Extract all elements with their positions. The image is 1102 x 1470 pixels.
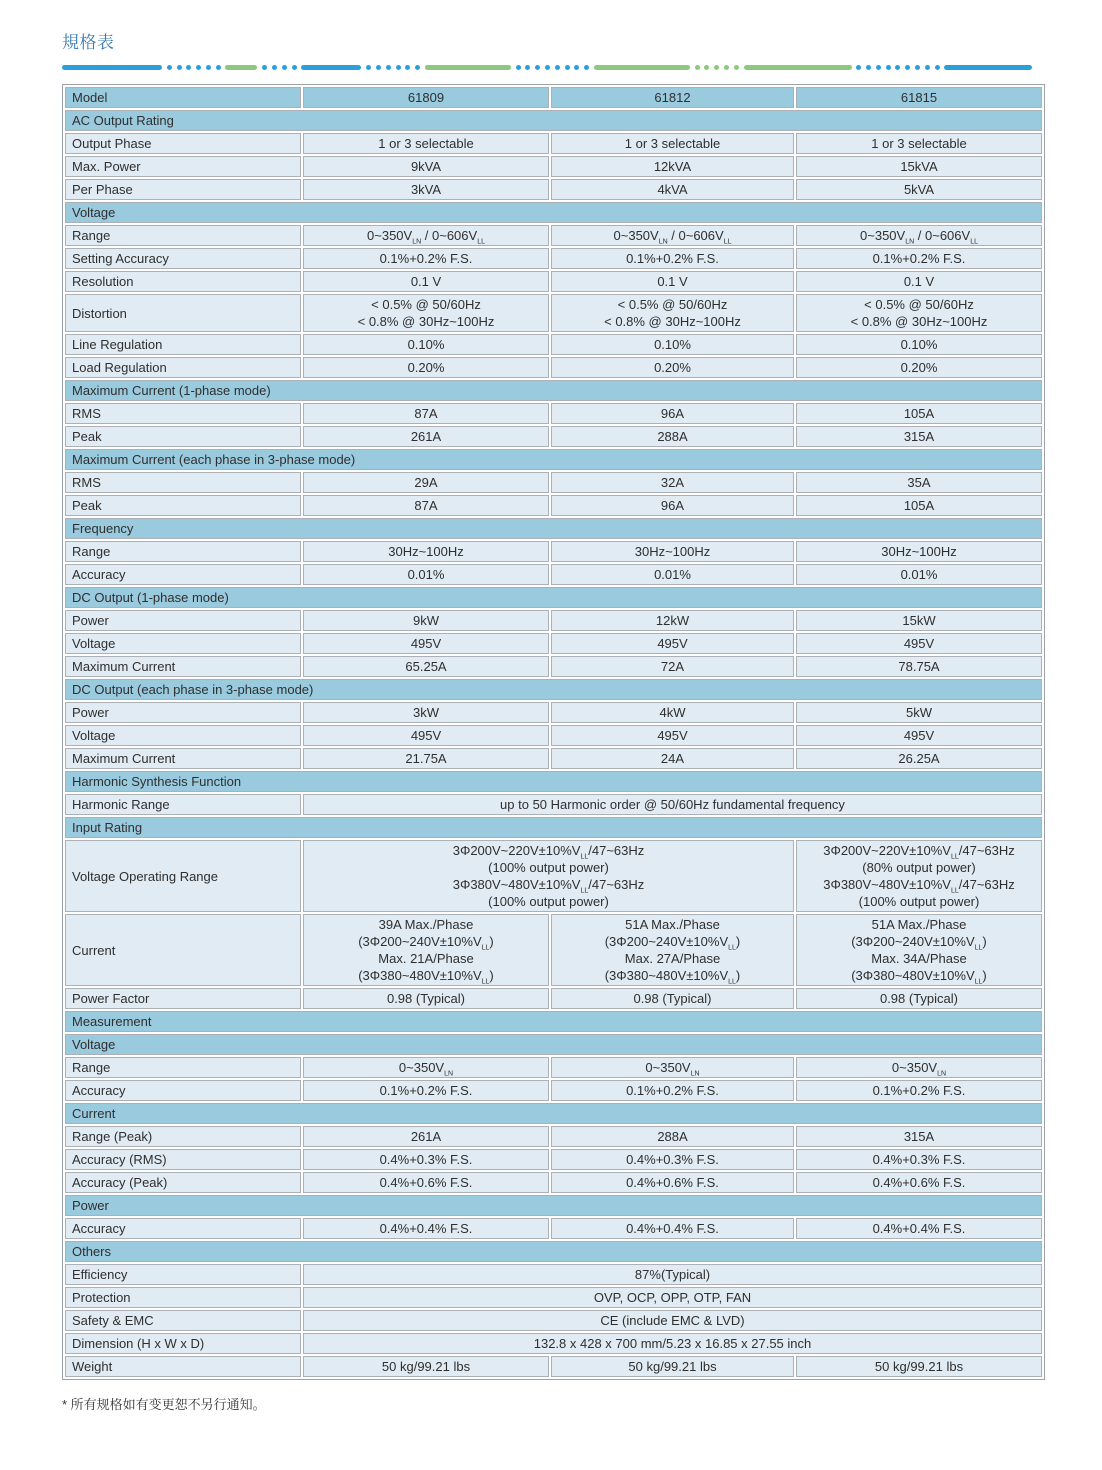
cell-value: 495V xyxy=(303,725,549,746)
section-header: Others xyxy=(65,1241,1042,1262)
model-number: 61815 xyxy=(796,87,1042,108)
row-label: Range xyxy=(65,541,301,562)
cell-value: 30Hz~100Hz xyxy=(796,541,1042,562)
divider-dot xyxy=(935,65,940,70)
divider-dot xyxy=(516,65,521,70)
cell-value: 261A xyxy=(303,1126,549,1147)
divider-dot xyxy=(206,65,211,70)
cell-value: 0.10% xyxy=(551,334,794,355)
table-row xyxy=(65,1057,1042,1078)
cell-value: 495V xyxy=(303,633,549,654)
cell-value: 0.01% xyxy=(303,564,549,585)
cell-value: $0\sim 350V_{LN}$ / $0\sim 606V_{LL}$ xyxy=(303,225,549,246)
section-header: DC Output (1-phase mode) xyxy=(65,587,1042,608)
table-row xyxy=(65,1333,1042,1354)
table-row xyxy=(65,426,1042,447)
row-label: Power Factor xyxy=(65,988,301,1009)
divider-dot xyxy=(545,65,550,70)
section-header: Voltage xyxy=(65,202,1042,223)
spec-table-body xyxy=(65,87,1042,1377)
cell-value: 51A Max./Phase $(3\Phi 200\sim 240V\pm 10\%V_{LL})$ Max. 27A/Phase $(3\Phi 380\sim 480V\pm 10\%V_{LL})$ xyxy=(551,914,794,986)
divider-dot xyxy=(167,65,172,70)
divider-dot xyxy=(386,65,391,70)
cell-value: 0.98 (Typical) xyxy=(796,988,1042,1009)
cell-value: 87A xyxy=(303,403,549,424)
cell-value: 1 or 3 selectable xyxy=(303,133,549,154)
divider-dot xyxy=(366,65,371,70)
table-row xyxy=(65,564,1042,585)
row-label: Peak xyxy=(65,495,301,516)
cell-value: 72A xyxy=(551,656,794,677)
table-row xyxy=(65,840,1042,912)
row-label: Dimension (H x W x D) xyxy=(65,1333,301,1354)
row-label: Max. Power xyxy=(65,156,301,177)
cell-value: 0.4%+0.3% F.S. xyxy=(551,1149,794,1170)
cell-value: 0.20% xyxy=(796,357,1042,378)
cell-value: 288A xyxy=(551,426,794,447)
divider-dot xyxy=(216,65,221,70)
cell-value: 315A xyxy=(796,1126,1042,1147)
divider-dot xyxy=(714,65,719,70)
cell-value: 495V xyxy=(796,633,1042,654)
section-row xyxy=(65,817,1042,838)
cell-value: 0.1%+0.2% F.S. xyxy=(303,248,549,269)
table-row xyxy=(65,725,1042,746)
row-label: Accuracy xyxy=(65,564,301,585)
divider-dot xyxy=(186,65,191,70)
cell-value: 51A Max./Phase $(3\Phi 200\sim 240V\pm 10\%V_{LL})$ Max. 34A/Phase $(3\Phi 380\sim 480V\pm 10\%V_{LL})$ xyxy=(796,914,1042,986)
table-row xyxy=(65,1149,1042,1170)
cell-value: 9kVA xyxy=(303,156,549,177)
divider-dot xyxy=(177,65,182,70)
spec-page xyxy=(62,28,1033,1413)
cell-value: 12kVA xyxy=(551,156,794,177)
divider-dot xyxy=(196,65,201,70)
cell-value: 50 kg/99.21 lbs xyxy=(796,1356,1042,1377)
cell-value: up to 50 Harmonic order @ 50/60Hz fundamental frequency xyxy=(303,794,1042,815)
row-label: Resolution xyxy=(65,271,301,292)
cell-value: 0.4%+0.3% F.S. xyxy=(303,1149,549,1170)
cell-value: 0.20% xyxy=(303,357,549,378)
cell-value: 4kVA xyxy=(551,179,794,200)
cell-value: 0.1%+0.2% F.S. xyxy=(303,1080,549,1101)
table-row xyxy=(65,179,1042,200)
cell-value: 35A xyxy=(796,472,1042,493)
model-number: 61809 xyxy=(303,87,549,108)
cell-value: 0.98 (Typical) xyxy=(551,988,794,1009)
cell-value: 3kW xyxy=(303,702,549,723)
table-row xyxy=(65,156,1042,177)
cell-value: 29A xyxy=(303,472,549,493)
cell-value: 315A xyxy=(796,426,1042,447)
section-header: Input Rating xyxy=(65,817,1042,838)
table-row xyxy=(65,1172,1042,1193)
row-label: Power xyxy=(65,702,301,723)
cell-value: 0.1%+0.2% F.S. xyxy=(796,248,1042,269)
divider-dot xyxy=(376,65,381,70)
divider-dash xyxy=(62,65,162,70)
table-row xyxy=(65,294,1042,332)
divider-dot xyxy=(895,65,900,70)
cell-value: 261A xyxy=(303,426,549,447)
divider-dot xyxy=(272,65,277,70)
row-label: Line Regulation xyxy=(65,334,301,355)
divider-dot xyxy=(584,65,589,70)
section-header: Harmonic Synthesis Function xyxy=(65,771,1042,792)
cell-value: $3\Phi 200V\sim 220V\pm 10\%V_{LL}/47\sim 63Hz$ (100% output power) $3\Phi 380V\sim 480V\pm 10\%V_{LL}/47\sim 63Hz$ (100% output power) xyxy=(303,840,794,912)
table-row xyxy=(65,334,1042,355)
divider-dot xyxy=(876,65,881,70)
row-label: Power xyxy=(65,610,301,631)
table-row xyxy=(65,1080,1042,1101)
divider-dot xyxy=(574,65,579,70)
cell-value: 4kW xyxy=(551,702,794,723)
cell-value: 0.4%+0.4% F.S. xyxy=(303,1218,549,1239)
cell-value: 495V xyxy=(796,725,1042,746)
row-label: Efficiency xyxy=(65,1264,301,1285)
table-row xyxy=(65,248,1042,269)
divider-dash xyxy=(594,65,690,70)
row-label: Range xyxy=(65,1057,301,1078)
cell-value: 5kVA xyxy=(796,179,1042,200)
section-row xyxy=(65,110,1042,131)
row-label: Accuracy xyxy=(65,1080,301,1101)
divider-dash xyxy=(944,65,1032,70)
section-header: DC Output (each phase in 3-phase mode) xyxy=(65,679,1042,700)
table-row xyxy=(65,1264,1042,1285)
table-row xyxy=(65,472,1042,493)
cell-value: 0.1%+0.2% F.S. xyxy=(551,1080,794,1101)
section-row xyxy=(65,380,1042,401)
cell-value: < 0.5% @ 50/60Hz < 0.8% @ 30Hz~100Hz xyxy=(796,294,1042,332)
cell-value: 0.4%+0.6% F.S. xyxy=(303,1172,549,1193)
table-row xyxy=(65,1310,1042,1331)
cell-value: 0.10% xyxy=(796,334,1042,355)
cell-value: < 0.5% @ 50/60Hz < 0.8% @ 30Hz~100Hz xyxy=(303,294,549,332)
cell-value: 0.4%+0.4% F.S. xyxy=(796,1218,1042,1239)
cell-value: 50 kg/99.21 lbs xyxy=(303,1356,549,1377)
divider-dash xyxy=(225,65,257,70)
table-row xyxy=(65,1356,1042,1377)
table-row xyxy=(65,794,1042,815)
row-label: Distortion xyxy=(65,294,301,332)
section-row xyxy=(65,1103,1042,1124)
cell-value: 0.1%+0.2% F.S. xyxy=(796,1080,1042,1101)
divider-dot xyxy=(734,65,739,70)
cell-value: 15kW xyxy=(796,610,1042,631)
cell-value: 65.25A xyxy=(303,656,549,677)
divider-dot xyxy=(565,65,570,70)
cell-value: $0\sim 350V_{LN}$ / $0\sim 606V_{LL}$ xyxy=(796,225,1042,246)
cell-value: 9kW xyxy=(303,610,549,631)
row-label: Setting Accuracy xyxy=(65,248,301,269)
divider-dot xyxy=(905,65,910,70)
table-row xyxy=(65,702,1042,723)
table-row xyxy=(65,914,1042,986)
spec-table xyxy=(62,84,1045,1380)
cell-value: 0.10% xyxy=(303,334,549,355)
section-row xyxy=(65,449,1042,470)
section-header: Power xyxy=(65,1195,1042,1216)
divider-dot xyxy=(525,65,530,70)
cell-value: 1 or 3 selectable xyxy=(551,133,794,154)
table-row xyxy=(65,1218,1042,1239)
divider-dot xyxy=(925,65,930,70)
cell-value: $0\sim 350V_{LN}$ / $0\sim 606V_{LL}$ xyxy=(551,225,794,246)
section-row xyxy=(65,679,1042,700)
divider-dot xyxy=(724,65,729,70)
divider-dot xyxy=(866,65,871,70)
cell-value: 0.4%+0.6% F.S. xyxy=(796,1172,1042,1193)
cell-value: 288A xyxy=(551,1126,794,1147)
cell-value: 87%(Typical) xyxy=(303,1264,1042,1285)
row-label: Safety & EMC xyxy=(65,1310,301,1331)
row-label: Harmonic Range xyxy=(65,794,301,815)
divider-dot xyxy=(886,65,891,70)
cell-value: 132.8 x 428 x 700 mm/5.23 x 16.85 x 27.55 inch xyxy=(303,1333,1042,1354)
section-row xyxy=(65,587,1042,608)
section-header: Frequency xyxy=(65,518,1042,539)
table-row xyxy=(65,1287,1042,1308)
cell-value: 0.1 V xyxy=(551,271,794,292)
row-label: RMS xyxy=(65,472,301,493)
table-row xyxy=(65,87,1042,108)
table-row xyxy=(65,656,1042,677)
cell-value: 0.01% xyxy=(796,564,1042,585)
section-header: Measurement xyxy=(65,1011,1042,1032)
divider-dot xyxy=(704,65,709,70)
divider-dot xyxy=(396,65,401,70)
row-label: Accuracy (RMS) xyxy=(65,1149,301,1170)
row-label: Weight xyxy=(65,1356,301,1377)
table-row xyxy=(65,610,1042,631)
cell-value: $0\sim 350V_{LN}$ xyxy=(551,1057,794,1078)
divider-dash xyxy=(744,65,852,70)
cell-value: 5kW xyxy=(796,702,1042,723)
row-label: Accuracy xyxy=(65,1218,301,1239)
divider-dot xyxy=(262,65,267,70)
row-label: Voltage Operating Range xyxy=(65,840,301,912)
table-row xyxy=(65,633,1042,654)
cell-value: 24A xyxy=(551,748,794,769)
cell-value: 15kVA xyxy=(796,156,1042,177)
cell-value: 12kW xyxy=(551,610,794,631)
model-number: 61812 xyxy=(551,87,794,108)
table-row xyxy=(65,1126,1042,1147)
cell-value: 30Hz~100Hz xyxy=(303,541,549,562)
cell-value: 30Hz~100Hz xyxy=(551,541,794,562)
cell-value: 1 or 3 selectable xyxy=(796,133,1042,154)
section-header: Maximum Current (each phase in 3-phase mode) xyxy=(65,449,1042,470)
table-row xyxy=(65,225,1042,246)
cell-value: CE (include EMC & LVD) xyxy=(303,1310,1042,1331)
page-title: 規格表 xyxy=(62,33,115,52)
row-label: Model xyxy=(65,87,301,108)
cell-value: 96A xyxy=(551,403,794,424)
cell-value: 0.98 (Typical) xyxy=(303,988,549,1009)
row-label: Protection xyxy=(65,1287,301,1308)
divider-dash xyxy=(425,65,511,70)
section-row xyxy=(65,1241,1042,1262)
divider-dot xyxy=(695,65,700,70)
cell-value: $0\sim 350V_{LN}$ xyxy=(303,1057,549,1078)
cell-value: 0.20% xyxy=(551,357,794,378)
row-label: Per Phase xyxy=(65,179,301,200)
footnote: * 所有规格如有变更恕不另行通知。 xyxy=(62,1397,266,1412)
cell-value: 0.1 V xyxy=(303,271,549,292)
row-label: Range xyxy=(65,225,301,246)
cell-value: 39A Max./Phase $(3\Phi 200\sim 240V\pm 10\%V_{LL})$ Max. 21A/Phase $(3\Phi 380\sim 480V\pm 10\%V_{LL})$ xyxy=(303,914,549,986)
cell-value: 21.75A xyxy=(303,748,549,769)
divider-dot xyxy=(856,65,861,70)
section-row xyxy=(65,202,1042,223)
divider-dot xyxy=(282,65,287,70)
row-label: Voltage xyxy=(65,633,301,654)
cell-value: 32A xyxy=(551,472,794,493)
row-label: Peak xyxy=(65,426,301,447)
cell-value: 0.4%+0.3% F.S. xyxy=(796,1149,1042,1170)
row-label: Load Regulation xyxy=(65,357,301,378)
cell-value: 26.25A xyxy=(796,748,1042,769)
cell-value: 0.1%+0.2% F.S. xyxy=(551,248,794,269)
cell-value: 105A xyxy=(796,495,1042,516)
row-label: Maximum Current xyxy=(65,656,301,677)
table-row xyxy=(65,403,1042,424)
cell-value: 495V xyxy=(551,725,794,746)
cell-value: OVP, OCP, OPP, OTP, FAN xyxy=(303,1287,1042,1308)
row-label: Current xyxy=(65,914,301,986)
table-row xyxy=(65,748,1042,769)
section-header: AC Output Rating xyxy=(65,110,1042,131)
divider-dash xyxy=(301,65,361,70)
divider-dot xyxy=(415,65,420,70)
section-header: Voltage xyxy=(65,1034,1042,1055)
cell-value: $3\Phi 200V\sim 220V\pm 10\%V_{LL}/47\sim 63Hz$ (80% output power) $3\Phi 380V\sim 480V\pm 10\%V_{LL}/47\sim 63Hz$ (100% output power) xyxy=(796,840,1042,912)
cell-value: 0.4%+0.4% F.S. xyxy=(551,1218,794,1239)
section-row xyxy=(65,1034,1042,1055)
row-label: RMS xyxy=(65,403,301,424)
table-row xyxy=(65,988,1042,1009)
cell-value: 78.75A xyxy=(796,656,1042,677)
cell-value: 87A xyxy=(303,495,549,516)
cell-value: $0\sim 350V_{LN}$ xyxy=(796,1057,1042,1078)
cell-value: 0.01% xyxy=(551,564,794,585)
row-label: Maximum Current xyxy=(65,748,301,769)
divider-dot xyxy=(292,65,297,70)
table-row xyxy=(65,357,1042,378)
row-label: Output Phase xyxy=(65,133,301,154)
cell-value: 0.4%+0.6% F.S. xyxy=(551,1172,794,1193)
section-row xyxy=(65,1195,1042,1216)
section-header: Maximum Current (1-phase mode) xyxy=(65,380,1042,401)
section-row xyxy=(65,1011,1042,1032)
section-header: Current xyxy=(65,1103,1042,1124)
table-row xyxy=(65,495,1042,516)
decorative-divider xyxy=(62,64,1033,71)
cell-value: 105A xyxy=(796,403,1042,424)
cell-value: < 0.5% @ 50/60Hz < 0.8% @ 30Hz~100Hz xyxy=(551,294,794,332)
cell-value: 3kVA xyxy=(303,179,549,200)
row-label: Range (Peak) xyxy=(65,1126,301,1147)
cell-value: 50 kg/99.21 lbs xyxy=(551,1356,794,1377)
row-label: Voltage xyxy=(65,725,301,746)
section-row xyxy=(65,518,1042,539)
section-row xyxy=(65,771,1042,792)
divider-dot xyxy=(405,65,410,70)
cell-value: 495V xyxy=(551,633,794,654)
cell-value: 96A xyxy=(551,495,794,516)
table-row xyxy=(65,271,1042,292)
divider-dot xyxy=(915,65,920,70)
cell-value: 0.1 V xyxy=(796,271,1042,292)
table-row xyxy=(65,133,1042,154)
row-label: Accuracy (Peak) xyxy=(65,1172,301,1193)
divider-dot xyxy=(535,65,540,70)
table-row xyxy=(65,541,1042,562)
divider-dot xyxy=(555,65,560,70)
